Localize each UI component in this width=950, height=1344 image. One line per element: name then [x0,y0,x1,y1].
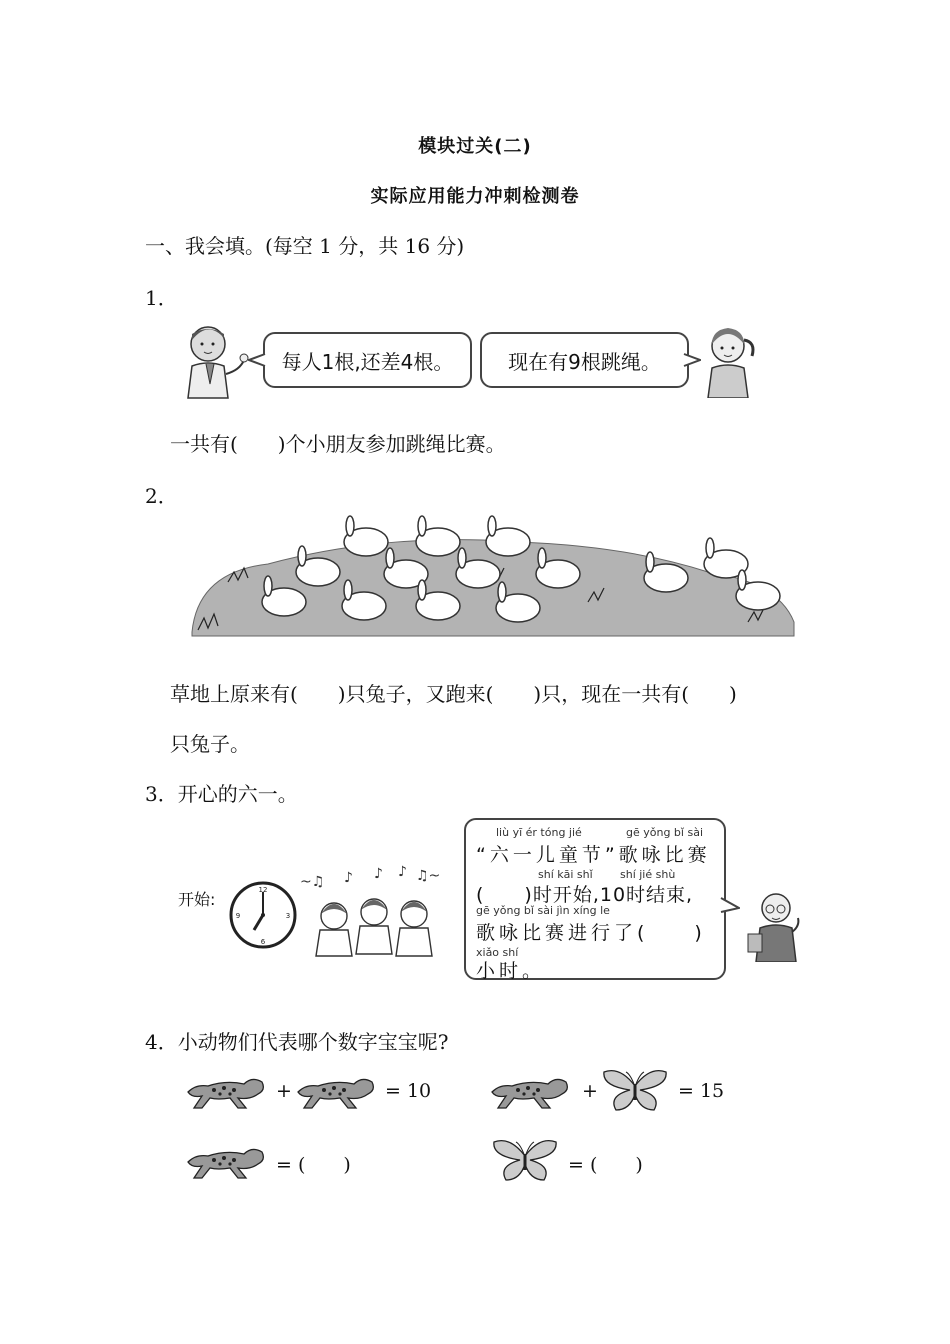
clock-label: 开始: [178,890,216,909]
page-title: 模块过关(二) [418,136,532,157]
equation2-result: = 15 [678,1080,725,1102]
page-subtitle: 实际应用能力冲刺检测卷 [370,186,580,207]
svg-text:♪: ♪ [374,866,383,882]
singing-children-illustration [298,862,448,958]
pinyin-line1b: gē yǒng bǐ sài [626,826,703,839]
clock-icon [228,880,298,950]
pinyin-line4: xiǎo shí [476,946,519,959]
svg-text:6: 6 [260,938,266,946]
leopard-icon [296,1070,376,1110]
hanzi-line1: “六一儿童节”歌咏比赛 [476,844,711,866]
pinyin-line2b: shí jié shù [620,868,676,881]
q2-line1: 草地上原来有( )只兔子，又跑来( )只，现在一共有( ) [170,682,737,706]
svg-text:3: 3 [285,912,291,920]
butterfly-icon [600,1066,670,1114]
plus-sign: + [582,1080,598,1102]
q1-text: 一共有( )个小朋友参加跳绳比赛。 [170,432,506,456]
svg-text:12: 12 [258,886,268,894]
svg-text:9: 9 [235,912,241,920]
teacher-illustration [746,890,802,962]
boy-bubble-text: 每人1根,还差4根。 [281,349,454,374]
section-heading: 一、我会填。(每空 1 分，共 16 分) [145,234,465,258]
leopard-answer-blank: = ( ) [276,1154,351,1176]
leopard-icon [186,1140,266,1180]
q1-number: 1． [145,286,178,310]
hanzi-line2: ( )时开始,10时结束, [476,884,694,906]
svg-text:♪: ♪ [344,870,353,886]
svg-text:~♫: ~♫ [300,874,325,890]
equation1-result: = 10 [385,1080,432,1102]
boy-illustration [180,322,250,400]
butterfly-answer-blank: = ( ) [568,1154,643,1176]
hanzi-line3: 歌咏比赛进行了( ) [476,922,706,944]
q2-number: 2． [145,484,178,508]
pinyin-line1a: liù yī ér tóng jié [496,826,582,839]
boy-speech-bubble [263,332,472,388]
pinyin-line3: gē yǒng bǐ sài jìn xíng le [476,904,610,917]
girl-illustration [700,322,760,398]
girl-bubble-tail [683,352,701,368]
q3-bubble-tail [720,896,740,914]
boy-bubble-tail [248,352,266,368]
girl-bubble-text: 现在有9根跳绳。 [508,349,661,374]
rabbits-on-grass-illustration [188,512,800,640]
q2-line2: 只兔子。 [170,732,250,756]
girl-speech-bubble [480,332,689,388]
q4-title: 4．小动物们代表哪个数字宝宝呢? [145,1030,449,1054]
svg-text:♪: ♪ [398,864,407,880]
pinyin-line2a: shí kāi shǐ [538,868,593,881]
butterfly-icon [490,1136,560,1184]
plus-sign: + [276,1080,292,1102]
svg-text:♫~: ♫~ [416,868,441,884]
leopard-icon [490,1070,570,1110]
hanzi-line4: 小时。 [476,960,546,982]
leopard-icon [186,1070,266,1110]
q3-title: 3．开心的六一。 [145,782,298,806]
